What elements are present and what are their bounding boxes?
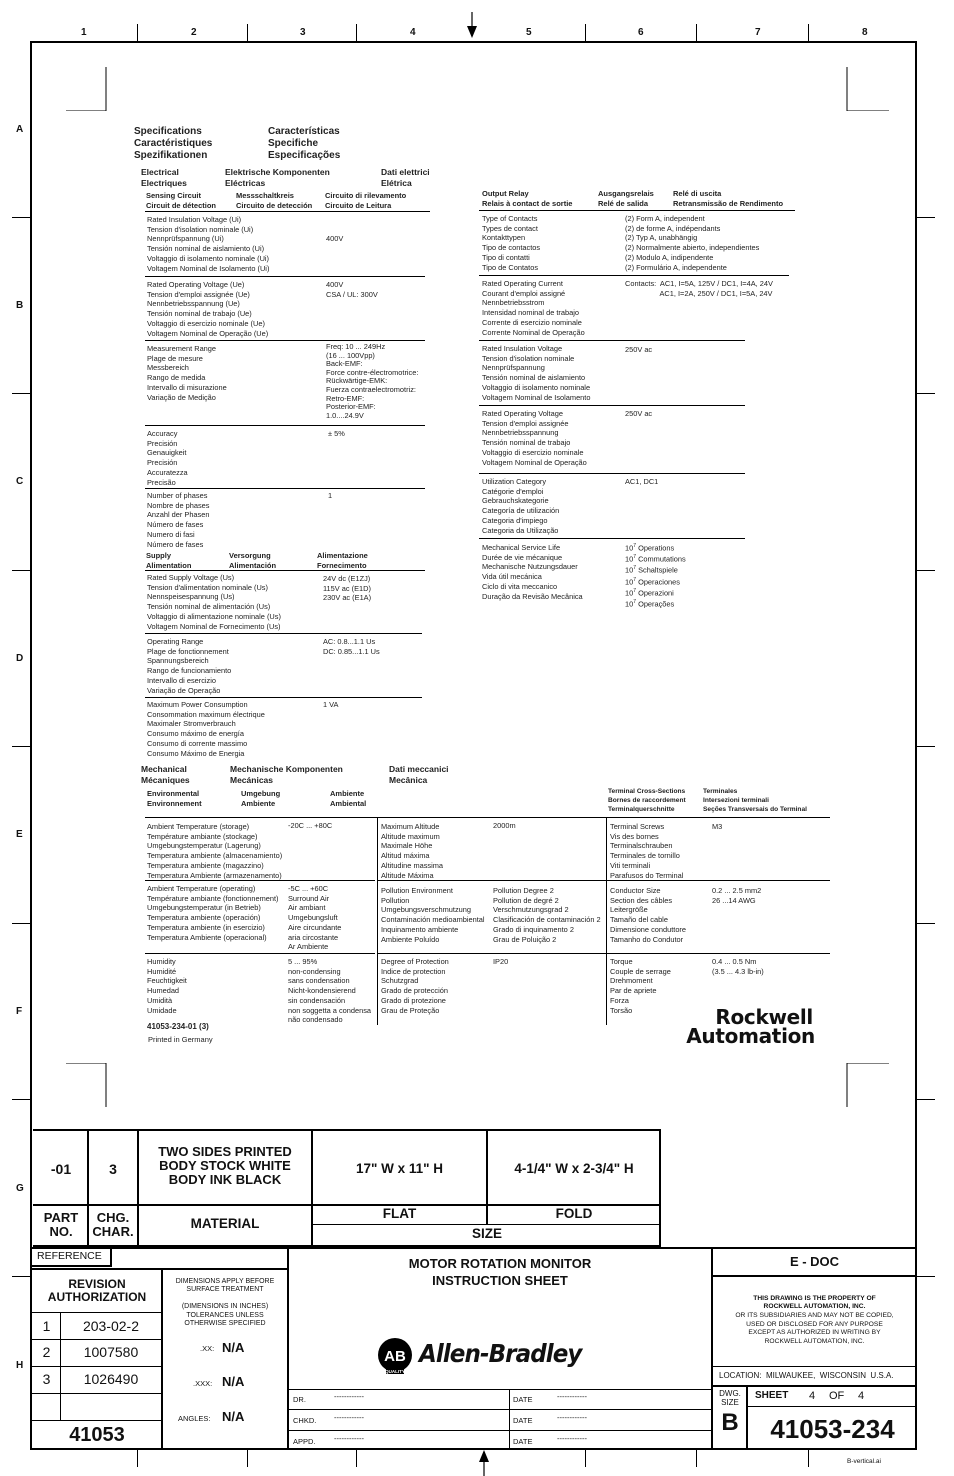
zone-row-a: A — [16, 124, 24, 135]
zone-row-h: H — [16, 1360, 24, 1371]
spec-label: Ambient Temperature (storage) Température ambiante (stockage) Umgebungstemperatur (Lagerung) Temperatura ambiente (almacenamiento) Temperatura ambiente (magazzino) Temperatura Ambiente (armazenamento) — [147, 822, 283, 880]
output-relay-heading-2: Ausgangsrelais Relé de salida — [598, 189, 654, 208]
rule — [289, 1389, 712, 1390]
crop-mark-bl-icon — [60, 1063, 112, 1107]
ab-logo-icon — [377, 1337, 413, 1377]
spec-value: Pollution Degree 2 Pollution de degré 2 Verschmutzungsgrad 2 Clasificación de contaminación 2 Grado di inquinamento 2 Grau de Poluição 2 — [493, 886, 601, 944]
rule — [606, 953, 830, 954]
environmental-heading: Environmental Environnement — [147, 789, 202, 808]
output-relay-heading: Output Relay Relais à contact de sortie — [482, 189, 573, 208]
material-header: MATERIAL — [190, 1216, 260, 1231]
electrical-heading-2: Elektrische Komponenten Eléctricas — [225, 167, 330, 188]
crop-mark-br-icon — [843, 1063, 895, 1107]
center-arrow-top-icon — [466, 12, 478, 38]
dimensions-note: DIMENSIONS APPLY BEFORE SURFACE TREATMENT (DIMENSIONS IN INCHES) TOLERANCES UNLESS OTHERWISE SPECIFIED — [175, 1278, 275, 1328]
rockwell-logo-line-2: Automation — [686, 1024, 815, 1048]
date-value: ------------ — [557, 1392, 587, 1401]
title-block-top — [32, 1247, 917, 1249]
zone-tick — [12, 217, 30, 218]
spec-label: Type of Contacts Types de contact Kontakttypen Tipo de contactos Tipo di contatti Tipo de Contatos — [482, 214, 541, 272]
spec-value: 1 VA — [323, 700, 339, 709]
title-divider — [509, 1389, 510, 1450]
spec-label: Torque Couple de serrage Drehmoment Par de apriete Forza Torsão — [610, 957, 671, 1015]
zone-col-2: 2 — [191, 27, 197, 38]
chg-char-header: CHG. CHAR. — [92, 1210, 134, 1239]
rule — [479, 473, 745, 474]
sensing-heading-3: Circuito di rilevamento Circuito de Leitura — [325, 191, 407, 210]
zone-tick — [247, 1450, 248, 1467]
rule — [479, 340, 745, 341]
spec-value: 5 ... 95% non-condensing sans condensation Nicht-kondensierend sin condensación non soggetta a condensa não condensado — [288, 957, 372, 1025]
rule — [378, 880, 606, 881]
zone-tick — [12, 923, 30, 924]
document-title: MOTOR ROTATION MONITOR INSTRUCTION SHEET — [408, 1256, 592, 1288]
spec-label: Rated Operating Current Courant d'emploi assigné Nennbetriebsstrom Intensidad nominal de trabajo Corrente di esercizio nominale Corrente Nominal de Operação — [482, 279, 585, 337]
rule — [145, 340, 425, 341]
sheet-number: 4 — [809, 1390, 816, 1402]
zone-tick — [808, 24, 809, 41]
mechanical-heading: Mechanical Mécaniques — [141, 764, 190, 785]
column-divider — [377, 817, 378, 1025]
zone-tick — [12, 1099, 30, 1100]
chg-char-value: 3 — [109, 1161, 117, 1177]
rev-value: 203-02-2 — [82, 1318, 140, 1334]
approved-by-value: ------------ — [334, 1434, 364, 1443]
spec-label: Maximum Power Consumption Consommation maximum électrique Maximaler Stromverbrauch Consumo máximo de energía Consumo di corrente massimo Consumo Máximo de Energia — [147, 700, 265, 758]
checked-by-value: ------------ — [334, 1413, 364, 1422]
electrical-heading-3: Dati elettrici Elétrica — [381, 167, 430, 188]
material-value: TWO SIDES PRINTED BODY STOCK WHITE BODY INK BLACK — [158, 1144, 292, 1187]
crop-mark-tr-icon — [843, 67, 895, 111]
zone-tick — [12, 393, 30, 394]
environmental-heading-3: Ambiente Ambiental — [330, 789, 367, 808]
zone-col-1: 1 — [81, 27, 87, 38]
spec-value: Freq: 10 ... 249Hz (16 ... 100Vpp) Back-EMF: Force contre-électromotrice: Rückwärtige-EMK: Fuerza contraelectromotriz: Retro-EMF: Posterior-EMF: 1.0....24.9V — [326, 342, 419, 420]
rule — [32, 1366, 162, 1367]
edoc-label: E - DOC — [789, 1254, 840, 1269]
spec-label: Rated Insulation Voltage (Ui) Tension d'isolation nominale (Ui) Nennprüfspannung (Ui) Tensión nominal de aislamiento (Ui) Voltaggio di isolamento nominale (Ui) Voltagem Nominal de Isolamento (Ui) — [147, 215, 270, 273]
rule — [145, 880, 375, 881]
spec-value: AC1, DC1 — [625, 477, 659, 486]
rev-number: 2 — [42, 1344, 51, 1360]
spec-label: Utilization Category Catégorie d'emploi Gebrauchskategorie Categoría de utilización Categoria d'impiego Categoria da Utilização — [482, 477, 560, 535]
rule — [712, 1385, 917, 1387]
spec-value: ± 5% — [326, 429, 345, 438]
spec-label: Rated Insulation Voltage Tension d'isolation nominale Nennprüfspannung Tensión nominal de aislamiento Voltaggio di isolamento nominale Voltagem Nominal de Isolamento — [482, 344, 591, 402]
mechanical-heading-3: Dati meccanici Mecânica — [389, 764, 449, 785]
zone-tick — [917, 393, 935, 394]
rev-number: 3 — [42, 1371, 51, 1387]
zone-tick — [12, 746, 30, 747]
zone-tick — [356, 24, 357, 41]
zone-col-7: 7 — [755, 27, 761, 38]
ab-logo-subtext: QUALITY — [385, 1369, 405, 1374]
zone-row-b: B — [16, 300, 24, 311]
sensing-heading-2: Messschaltkreis Circuito de detección — [236, 191, 313, 210]
spec-value: 400V CSA / UL: 300V — [326, 280, 378, 299]
dwg-size-value: B — [721, 1409, 739, 1436]
doc-number: 41053-234-01 (3) — [147, 1022, 209, 1031]
approved-by-label: APPD. — [293, 1437, 316, 1446]
rev-value: 1007580 — [83, 1344, 139, 1360]
zone-tick — [917, 923, 935, 924]
spec-label: Conductor Size Section des câbles Leitergröße Tamaño del cable Dimensione conduttore Tamanho do Condutor — [610, 886, 687, 944]
terminal-heading: Terminal Cross-Sections Bornes de raccordement Terminalquerschnitte — [608, 788, 686, 813]
rule — [145, 211, 430, 212]
spec-value: 400V — [326, 234, 344, 244]
zone-tick — [585, 24, 586, 41]
size-header: SIZE — [471, 1226, 502, 1241]
part-no-value: -01 — [50, 1161, 72, 1177]
electrical-heading: Electrical Electriques — [141, 167, 187, 188]
spec-value: -20C ... +80C — [288, 821, 333, 830]
spec-value: (2) Form A, independent (2) de forme A, indépendants (2) Typ A, unabhängig (2) Normalmente abierto, independientes (2) Modulo A, indipendente (2) Formulário A, independente — [625, 214, 760, 272]
spec-value: Contacts: AC1, I=5A, 125V / DC1, I=4A, 24V AC1, I=2A, 250V / DC1, I=5A, 24V — [625, 279, 773, 298]
spec-value: AC: 0.8...1.1 Us DC: 0.85...1.1 Us — [323, 637, 380, 656]
zone-tick — [137, 24, 138, 41]
zone-tick — [137, 1450, 138, 1467]
tol-xx-label: .XX: — [200, 1344, 215, 1353]
spec-label: Rated Operating Voltage Tension d'emploi assignée Nennbetriebsspannung Tensión nominal de trabajo Voltaggio di esercizio nominale Voltagem Nominal de Operação — [482, 409, 587, 467]
spec-value: 250V ac — [625, 345, 653, 354]
rule — [606, 880, 830, 881]
total-sheets: 4 — [858, 1390, 865, 1402]
zone-row-c: C — [16, 476, 24, 487]
rule — [145, 697, 422, 698]
zone-tick — [585, 1450, 586, 1467]
zone-tick — [696, 1450, 697, 1467]
spec-value: 0.2 ... 2.5 mm2 26 ...14 AWG — [712, 886, 762, 905]
date-label: DATE — [513, 1395, 533, 1404]
zone-tick — [917, 217, 935, 218]
mechanical-heading-2: Mechanische Komponenten Mecánicas — [230, 764, 343, 785]
terminal-heading-2: Terminales Intersezioni terminali Seções Transversais do Terminal — [703, 788, 807, 813]
spec-value: 2000m — [493, 821, 516, 830]
sheet-label: SHEET — [755, 1390, 789, 1401]
date-label: DATE — [513, 1437, 533, 1446]
rule — [378, 953, 606, 954]
rule — [145, 953, 375, 954]
zone-col-6: 6 — [638, 27, 644, 38]
ab-logo-text: AB — [384, 1348, 406, 1365]
location: LOCATION: MILWAUKEE, WISCONSIN U.S.A. — [719, 1371, 894, 1380]
rockwell-automation-logo — [655, 1005, 815, 1048]
spec-label: Number of phases Nombre de phases Anzahl der Phasen Número de fases Numero di fasi Número de fases — [147, 491, 210, 549]
fold-header: FOLD — [555, 1206, 593, 1221]
reference-label: REFERENCE — [37, 1250, 102, 1262]
zone-row-d: D — [16, 653, 24, 664]
zone-tick — [356, 1450, 357, 1467]
spec-label: Operating Range Plage de fonctionnement Spannungsbereich Rango de funcionamiento Intervallo di esercizio Variação de Operação — [147, 637, 232, 695]
column-divider — [606, 817, 607, 1025]
zone-tick — [12, 570, 30, 571]
spec-value: $10^7$ Operations $10^7$ Commutations $10^7$ Schaltspiele $10^7$ Operaciones $10^7$ Operazioni $10^7$ Operações — [625, 543, 686, 609]
zone-row-f: F — [16, 1006, 23, 1017]
fold-size-value: 4-1/4" W x 2-3/4" H — [514, 1161, 634, 1176]
table-divider — [312, 1224, 660, 1225]
specs-title-2: Características Specifiche Especificações — [268, 126, 341, 161]
tol-angles-value: N/A — [222, 1409, 245, 1424]
rockwell-logo-line-1: Rockwell — [715, 1005, 813, 1029]
spec-label: Pollution Environment Pollution Umgebungsverschmutzung Contaminación medioambiental Inquinamento ambiente Ambiente Poluído — [381, 886, 485, 944]
rule — [289, 1430, 712, 1431]
zone-col-8: 8 — [862, 27, 868, 38]
crop-mark-tl-icon — [60, 67, 112, 111]
spec-label: Terminal Screws Vis des bornes Terminalschrauben Terminales de tornillo Viti terminali Parafusos do Terminal — [610, 822, 684, 880]
rule — [606, 817, 830, 818]
spec-value: IP20 — [493, 957, 509, 966]
supply-heading-2: Versorgung Alimentación — [229, 551, 277, 570]
file-name: B-vertical.ai — [847, 1458, 881, 1465]
rule — [479, 210, 795, 211]
spec-value: 0.4 ... 0.5 Nm (3.5 ... 4.3 lb-in) — [712, 957, 764, 976]
part-no-header: PART NO. — [43, 1210, 79, 1239]
tol-xxx-value: N/A — [222, 1374, 245, 1389]
zone-col-4: 4 — [410, 27, 416, 38]
rule — [32, 1339, 162, 1340]
spec-value: M3 — [712, 822, 723, 831]
spec-label: Measurement Range Plage de mesure Messbereich Rango de medida Intervallo di misurazione Variação de Medição — [147, 344, 227, 402]
property-notice-2: OR ITS SUBSIDIARIES AND MAY NOT BE COPIED, USED OR DISCLOSED FOR ANY PURPOSE EXCEPT AS AUTHORIZED IN WRITING BY ROCKWELL AUTOMATION, INC. — [735, 1312, 894, 1345]
rule — [712, 1366, 917, 1367]
revision-authorization-label: REVISION AUTHORIZATION — [47, 1277, 147, 1304]
zone-tick — [808, 1450, 809, 1467]
specs-title: Specifications Caractéristiques Spezifikationen — [134, 126, 213, 161]
zone-tick — [917, 1099, 935, 1100]
zone-tick — [696, 24, 697, 41]
spec-label: Rated Operating Voltage (Ue) Tension d'emploi assignée (Ue) Nennbetriebsspannung (Ue) Tensión nominal de trabajo (Ue) Voltaggio di esercizio nominale (Ue) Voltagem Nominal de Operação (Ue) — [147, 280, 269, 338]
zone-col-5: 5 — [526, 27, 532, 38]
spec-label: Rated Supply Voltage (Us) Tension d'alimentation nominale (Us) Nennspeisespannung (Us) Tensión nominal de alimentación (Us) Voltaggio di alimentazione nominale (Us) Voltagem Nominal de Fornecimento (Us) — [147, 573, 281, 631]
tol-xxx-label: .XXX: — [193, 1379, 213, 1388]
rev-value: 1026490 — [83, 1371, 139, 1387]
drawing-number: 41053-234 — [770, 1414, 895, 1444]
tol-angles-label: ANGLES: — [178, 1414, 211, 1423]
rule — [32, 1393, 162, 1394]
zone-row-e: E — [16, 829, 23, 840]
zone-tick — [917, 746, 935, 747]
spec-label: Accuracy Precisión Genauigkeit Precisión Accuratezza Precisão — [147, 429, 188, 487]
zone-tick — [247, 24, 248, 41]
rule — [712, 1275, 917, 1277]
rule — [145, 570, 425, 571]
date-value: ------------ — [557, 1434, 587, 1443]
zone-col-3: 3 — [300, 27, 306, 38]
supply-heading-3: Alimentazione Fornecimento — [317, 551, 368, 570]
rule — [747, 1406, 917, 1407]
rule — [289, 1409, 712, 1410]
spec-value: -5C ... +60C Surround Air Air ambiant Umgebungsluft Aire circundante aria circostante Ar Ambiente — [288, 884, 342, 952]
supply-heading: Supply Alimentation — [146, 551, 192, 570]
rule — [479, 405, 745, 406]
zone-tick — [12, 1276, 30, 1277]
flat-size-value: 17" W x 11" H — [355, 1161, 444, 1176]
rule — [145, 276, 425, 277]
checked-by-label: CHKD. — [293, 1416, 317, 1425]
environmental-heading-2: Umgebung Ambiente — [241, 789, 281, 808]
tol-xx-value: N/A — [222, 1340, 245, 1355]
drawn-by-value: ------------ — [334, 1392, 364, 1401]
dwg-size-label: DWG. SIZE — [719, 1389, 741, 1407]
zone-row-g: G — [16, 1183, 24, 1194]
spec-label: Maximum Altitude Altitude maximum Maximale Höhe Altitud máxima Altitudine massima Altitude Máxima — [381, 822, 444, 880]
rule — [32, 1312, 162, 1313]
spec-value: 24V dc (E1ZJ) 115V ac (E1D) 230V ac (E1A) — [323, 574, 372, 603]
spec-label: Ambient Temperature (operating) Température ambiante (fonctionnement) Umgebungstemperatur (in Betrieb) Temperatura ambiente (operación) Temperatura ambiente (in esercizio) Temperatura Ambiente (operacional) — [147, 884, 279, 942]
rule — [479, 275, 789, 276]
zone-tick — [917, 1276, 935, 1277]
part-base-number: 41053 — [69, 1424, 125, 1446]
center-arrow-bottom-icon — [478, 1450, 490, 1476]
date-label: DATE — [513, 1416, 533, 1425]
of-label: OF — [829, 1390, 845, 1402]
spec-label: Humidity Humidité Feuchtigkeit Humedad Umidità Umidade — [147, 957, 187, 1015]
property-notice: THIS DRAWING IS THE PROPERTY OF ROCKWELL AUTOMATION, INC. — [753, 1295, 876, 1311]
rule — [32, 1268, 288, 1270]
output-relay-heading-3: Relé di uscita Retransmissão de Rendimento — [673, 189, 784, 208]
spec-value: 250V ac — [625, 409, 653, 418]
spec-label: Degree of Protection Indice de protection Schutzgrad Grado de protección Grado di protezione Grau de Proteção — [381, 957, 449, 1015]
rule — [479, 538, 745, 539]
rule — [145, 425, 425, 426]
rule — [145, 633, 422, 634]
rule — [145, 488, 425, 489]
spec-value: 1 — [328, 491, 333, 500]
date-value: ------------ — [557, 1413, 587, 1422]
zone-tick — [917, 570, 935, 571]
rule — [32, 1420, 162, 1421]
drawn-by-label: DR. — [293, 1395, 306, 1404]
sensing-heading: Sensing Circuit Circuit de détection — [146, 191, 217, 210]
rev-number: 1 — [42, 1318, 51, 1334]
flat-header: FLAT — [382, 1206, 417, 1221]
spec-label: Mechanical Service Life Durée de vie mécanique Mechanische Nutzungsdauer Vida útil mecánica Ciclo di vita meccanico Duração da Revisão Mecânica — [482, 543, 583, 601]
allen-bradley-wordmark: Allen-Bradley — [419, 1339, 582, 1368]
printed-in: Printed in Germany — [148, 1035, 213, 1044]
